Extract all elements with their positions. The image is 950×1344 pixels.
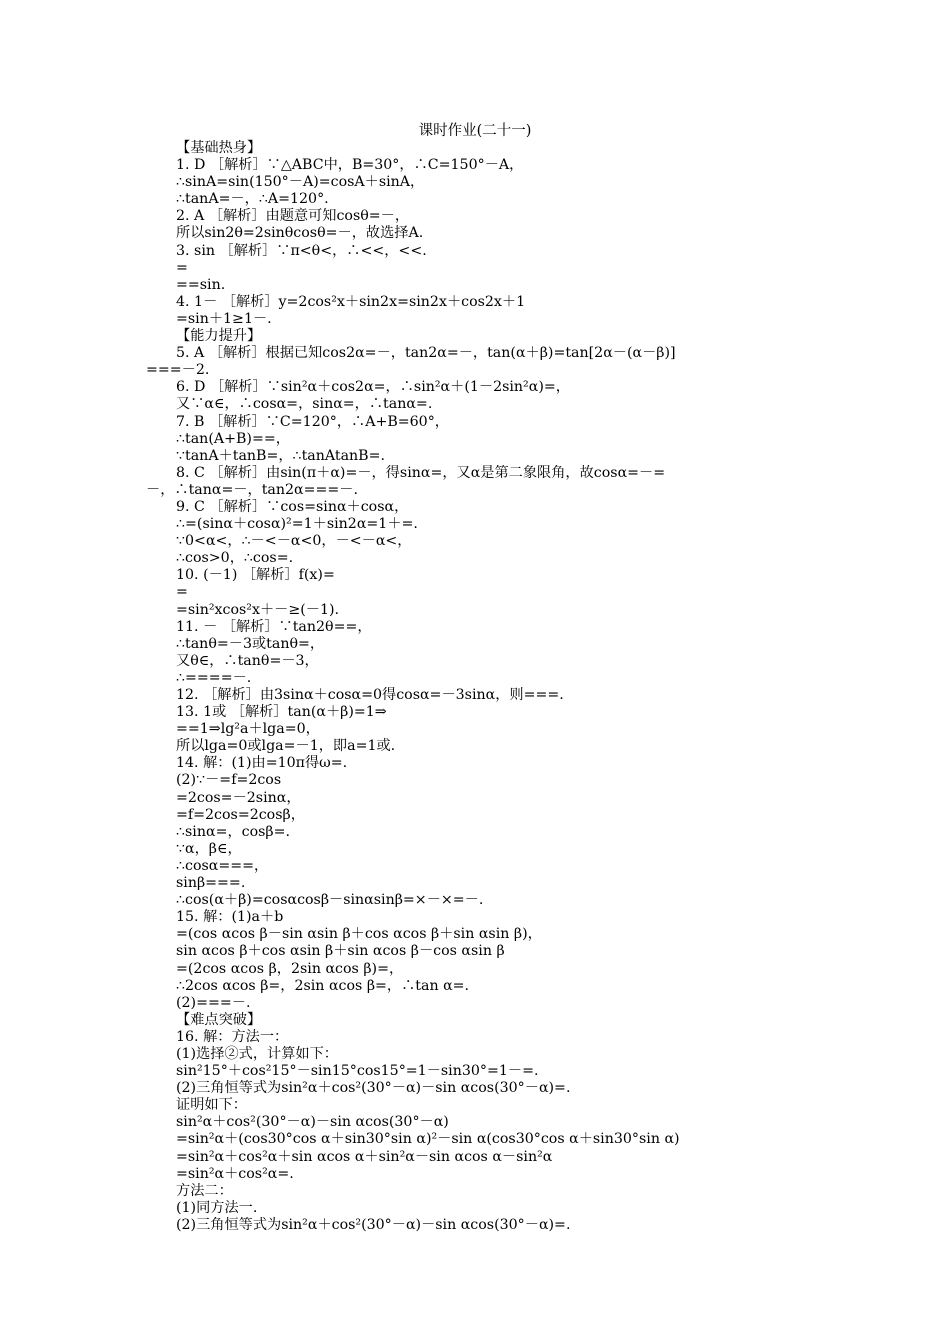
text-line: 4. 1－ ［解析］y=2cos²x＋sin2x=sin2x＋cos2x＋1 bbox=[176, 293, 526, 310]
text-line: =sin²xcos²x＋－≥(－1). bbox=[176, 601, 340, 618]
text-line: ∵tanA＋tanB=，∴tanAtanB=. bbox=[176, 447, 385, 464]
text-line: ==1⇒lg²a＋lga=0， bbox=[176, 721, 320, 738]
text-line: sinβ===. bbox=[176, 875, 246, 892]
text-line: ∴tanA=－，∴A=120°. bbox=[176, 191, 329, 208]
page-title: 课时作业(二十一) bbox=[418, 123, 532, 139]
text-line: (1)选择②式，计算如下： bbox=[176, 1045, 338, 1062]
text-line: 证明如下： bbox=[176, 1097, 247, 1114]
text-line: ∴=(sinα＋cosα)²=1＋sin2α=1＋=. bbox=[176, 516, 418, 533]
text-line: 1. D ［解析］∵△ABC中，B=30°，∴C=150°－A， bbox=[176, 157, 524, 174]
text-line: sin²α＋cos²(30°－α)－sin αcos(30°－α) bbox=[176, 1114, 449, 1131]
text-line: =sin²α＋cos²α=. bbox=[176, 1165, 294, 1182]
text-line: 6. D ［解析］∵sin²α＋cos2α=，∴sin²α＋(1－2sin²α)=， bbox=[176, 379, 570, 396]
text-line: ∴2cos αcos β=，2sin αcos β=，∴tan α=. bbox=[176, 977, 470, 994]
text-line: =sin＋1≥1－. bbox=[176, 310, 272, 327]
text-line: 又θ∈，∴tanθ=－3， bbox=[176, 652, 319, 669]
text-line: 3. sin ［解析］∵π<θ<，∴<<，<<. bbox=[176, 242, 427, 259]
text-line: 又∵α∈，∴cosα=，sinα=，∴tanα=. bbox=[176, 396, 433, 413]
text-line: －，∴tanα=－，tan2α===－. bbox=[146, 481, 358, 498]
text-line: = bbox=[176, 584, 188, 601]
text-line: 12. ［解析］由3sinα＋cosα=0得cosα=－3sinα，则===. bbox=[176, 687, 564, 703]
text-line: ∴cos>0，∴cos=. bbox=[176, 550, 294, 567]
text-line: 5. A ［解析］根据已知cos2α=－，tan2α=－，tan(α＋β)=tan[2α－(α－β)] bbox=[176, 345, 676, 362]
text-line: (1)同方法一. bbox=[176, 1199, 258, 1216]
text-line: ∴====－. bbox=[176, 669, 252, 686]
text-line: =f=2cos=2cosβ， bbox=[176, 806, 305, 823]
text-line: ===－2. bbox=[146, 362, 210, 379]
text-line: 11. － ［解析］∵tan2θ==， bbox=[176, 618, 372, 635]
text-line: ∵0<α<，∴－<－α<0，－<－α<， bbox=[176, 533, 412, 550]
text-line: ==sin. bbox=[176, 276, 226, 293]
text-line: ∴tanθ=－3或tanθ=， bbox=[176, 635, 325, 652]
text-line: 所以lga=0或lga=－1，即a=1或. bbox=[176, 738, 396, 755]
text-line: (2)三角恒等式为sin²α＋cos²(30°－α)－sin αcos(30°－α)=. bbox=[176, 1216, 571, 1233]
answer-body bbox=[146, 140, 846, 1234]
text-line: (2)∵－=f=2cos bbox=[176, 772, 282, 789]
text-line: 15. 解：(1)a＋b bbox=[176, 909, 284, 926]
text-line: =sin²α＋cos²α＋sin αcos α＋sin²α－sin αcos α－sin²α bbox=[176, 1148, 553, 1165]
text-line: (2)===－. bbox=[176, 994, 251, 1011]
text-line: 8. C ［解析］由sin(π＋α)=－，得sinα=，又α是第二象限角，故cosα=－= bbox=[176, 464, 666, 481]
text-line: (2)三角恒等式为sin²α＋cos²(30°－α)－sin αcos(30°－α)=. bbox=[176, 1080, 571, 1097]
text-line: 14. 解：(1)由=10π得ω=. bbox=[176, 755, 348, 772]
text-line: 2. A ［解析］由题意可知cosθ=－， bbox=[176, 208, 410, 225]
text-line: 方法二： bbox=[176, 1182, 233, 1199]
text-line: 【难点突破】 bbox=[176, 1011, 262, 1028]
text-line: =2cos=－2sinα， bbox=[176, 789, 301, 806]
text-line: =(2cos αcos β，2sin αcos β)=， bbox=[176, 960, 404, 977]
text-line: 16. 解：方法一： bbox=[176, 1028, 289, 1045]
text-line: 10. (－1) ［解析］f(x)= bbox=[176, 567, 335, 584]
text-line: ∵α，β∈， bbox=[176, 840, 242, 857]
text-line: ∴cosα===， bbox=[176, 857, 269, 874]
text-line: ∴sinA=sin(150°－A)=cosA＋sinA， bbox=[176, 174, 425, 191]
text-line: ∴cos(α＋β)=cosαcosβ－sinαsinβ=×－×=－. bbox=[176, 892, 484, 909]
text-line: 【能力提升】 bbox=[176, 328, 262, 345]
text-line: ∴tan(A+B)==， bbox=[176, 430, 290, 447]
text-line: =(cos αcos β－sin αsin β＋cos αcos β＋sin αsin β)， bbox=[176, 926, 542, 943]
text-line: ∴sinα=，cosβ=. bbox=[176, 823, 291, 840]
text-line: =sin²α＋(cos30°cos α＋sin30°sin α)²－sin α(cos30°cos α＋sin30°sin α) bbox=[176, 1131, 680, 1148]
text-line: 所以sin2θ=2sinθcosθ=－，故选择A. bbox=[176, 225, 424, 242]
text-line: 【基础热身】 bbox=[176, 140, 262, 156]
text-line: 7. B ［解析］∵C=120°，∴A+B=60°， bbox=[176, 413, 449, 430]
text-line: 9. C ［解析］∵cos=sinα＋cosα， bbox=[176, 498, 409, 515]
text-line: 13. 1或 ［解析］tan(α＋β)=1⇒ bbox=[176, 704, 387, 721]
text-line: = bbox=[176, 259, 188, 276]
text-line: sin αcos β＋cos αsin β＋sin αcos β－cos αsin β bbox=[176, 943, 505, 960]
text-line: sin²15°＋cos²15°－sin15°cos15°=1－sin30°=1－=. bbox=[176, 1063, 539, 1080]
